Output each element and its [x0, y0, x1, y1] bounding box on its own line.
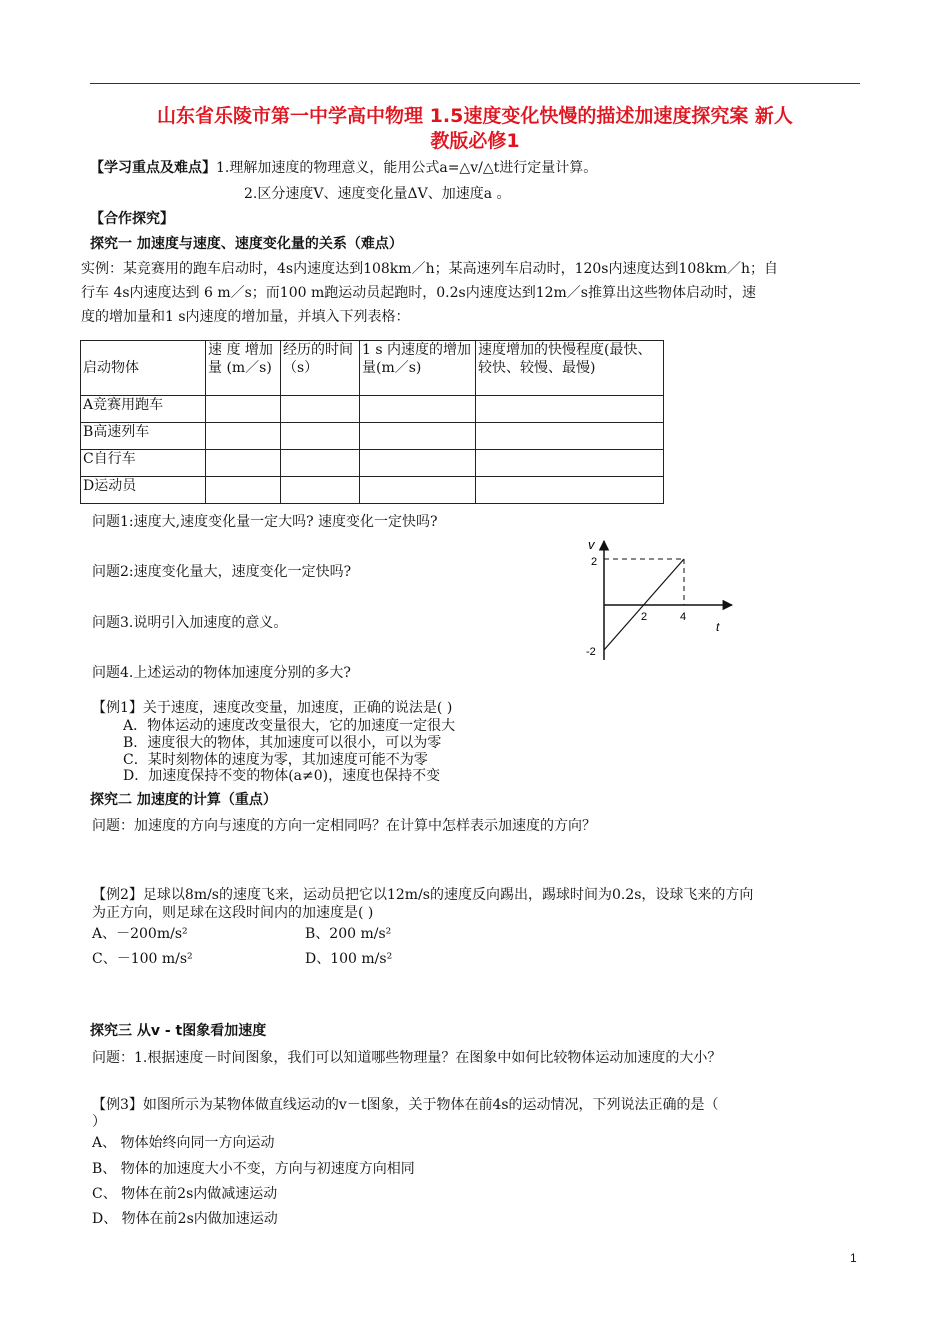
vt-graph [580, 535, 750, 665]
example3-line-2: ） [92, 1114, 106, 1130]
example3-line-1: 【例3】如图所示为某物体做直线运动的v－t图象，关于物体在前4s的运动情况，下列说法正确的是（ [92, 1097, 719, 1113]
question-1: 问题1:速度大,速度变化量一定大吗? 速度变化一定快吗? [92, 514, 438, 530]
example1-option-d: D．加速度保持不变的物体(a≠0)，速度也保持不变 [123, 768, 441, 784]
tick-x-4: 4 [680, 611, 687, 623]
example2-option-d: D、100 m/s² [305, 951, 393, 967]
table-cell [360, 450, 476, 477]
example2-line-1: 【例2】足球以8m/s的速度飞来，运动员把它以12m/s的速度反向踢出，踢球时间为0.2s，设球飞来的方向 [92, 887, 754, 903]
table-row [81, 450, 664, 477]
table-row [81, 477, 664, 504]
example3-option-b: B、 物体的加速度大小不变，方向与初速度方向相同 [92, 1161, 415, 1177]
focus-item-1: 1.理解加速度的物理意义，能用公式a=△v/△t进行定量计算。 [216, 160, 598, 176]
question-3: 问题3.说明引入加速度的意义。 [92, 615, 288, 631]
coop-heading: 【合作探究】 [90, 211, 174, 227]
title-line-1: 山东省乐陵市第一中学高中物理 1.5速度变化快慢的描述加速度探究案 新人 [157, 105, 793, 127]
example-line-3: 度的增加量和1 s内速度的增加量，并填入下列表格： [81, 309, 410, 325]
section3-question: 问题：1.根据速度－时间图象，我们可以知道哪些物理量？在图象中如何比较物体运动加速度的大小？ [92, 1050, 722, 1066]
section3-heading: 探究三 从v - t图象看加速度 [90, 1023, 267, 1039]
table-cell [476, 423, 664, 450]
section2-heading: 探究二 加速度的计算（重点） [90, 792, 277, 808]
table-row [81, 423, 664, 450]
example1-stem: 【例1】关于速度，速度改变量，加速度，正确的说法是( ) [92, 700, 453, 716]
example3-option-a: A、 物体始终向同一方向运动 [92, 1135, 275, 1151]
table-cell [281, 396, 360, 423]
question-4: 问题4.上述运动的物体加速度分别的多大? [92, 665, 351, 681]
table-cell: B高速列车 [81, 423, 206, 450]
section2-question: 问题：加速度的方向与速度的方向一定相同吗？在计算中怎样表示加速度的方向？ [92, 818, 596, 834]
section1-heading: 探究一 加速度与速度、速度变化量的关系（难点） [90, 236, 403, 252]
y-axis-label: v [588, 537, 595, 552]
table-cell [206, 396, 281, 423]
header-cell: 经历的时间（s） [281, 341, 360, 396]
table-cell [206, 450, 281, 477]
focus-item-2: 2.区分速度V、速度变化量ΔV、加速度a 。 [244, 186, 511, 202]
acceleration-table [80, 340, 664, 504]
table-cell [360, 477, 476, 504]
example-line-1: 实例：某竞赛用的跑车启动时，4s内速度达到108km／h；某高速列车启动时，120s内速度达到108km／h；自 [81, 261, 778, 277]
example3-option-d: D、 物体在前2s内做加速运动 [92, 1211, 278, 1227]
header-cell: 速 度 增加 量 (m／s) [206, 341, 281, 396]
header-cell: 速度增加的快慢程度(最快、较快、较慢、最慢) [476, 341, 664, 396]
example2-option-b: B、200 m/s² [305, 926, 392, 942]
page-number: 1 [850, 1251, 857, 1265]
x-axis-label: t [716, 620, 720, 634]
example2-option-a: A、－200m/s² [92, 926, 188, 942]
table-cell [360, 396, 476, 423]
document-title [90, 104, 860, 154]
table-cell: C自行车 [81, 450, 206, 477]
table-header-row [81, 341, 664, 396]
example1-option-c: C．某时刻物体的速度为零，其加速度可能不为零 [123, 752, 428, 768]
focus-row-1 [90, 157, 597, 177]
table-cell [281, 477, 360, 504]
table-cell [281, 450, 360, 477]
tick-y-neg: -2 [586, 646, 596, 658]
table-cell [476, 477, 664, 504]
table-cell [206, 423, 281, 450]
table-cell [206, 477, 281, 504]
table-cell: D运动员 [81, 477, 206, 504]
question-2: 问题2:速度变化量大，速度变化一定快吗? [92, 564, 352, 580]
example3-option-c: C、 物体在前2s内做减速运动 [92, 1186, 278, 1202]
table-cell [476, 450, 664, 477]
example2-line-2: 为正方向，则足球在这段时间内的加速度是( ) [92, 905, 374, 921]
example1-option-b: B．速度很大的物体，其加速度可以很小，可以为零 [123, 735, 442, 751]
table-cell: A竞赛用跑车 [81, 396, 206, 423]
example-line-2: 行车 4s内速度达到 6 m／s；而100 m跑运动员起跑时，0.2s内速度达到12m／s推算出这些物体启动时，速 [81, 285, 756, 301]
tick-y-pos: 2 [591, 556, 598, 568]
example2-option-c: C、－100 m/s² [92, 951, 193, 967]
header-rule [90, 83, 860, 84]
example1-option-a: A．物体运动的速度改变量很大，它的加速度一定很大 [123, 718, 456, 734]
focus-label: 【学习重点及难点】 [90, 160, 216, 176]
title-line-2: 教版必修1 [430, 130, 520, 152]
header-cell: 1 s 内速度的增加量(m／s) [360, 341, 476, 396]
section1-example [81, 257, 863, 329]
table-row [81, 396, 664, 423]
header-cell: 启动物体 [81, 341, 206, 396]
table-cell [360, 423, 476, 450]
table-cell [281, 423, 360, 450]
tick-x-2: 2 [641, 611, 648, 623]
table-cell [476, 396, 664, 423]
